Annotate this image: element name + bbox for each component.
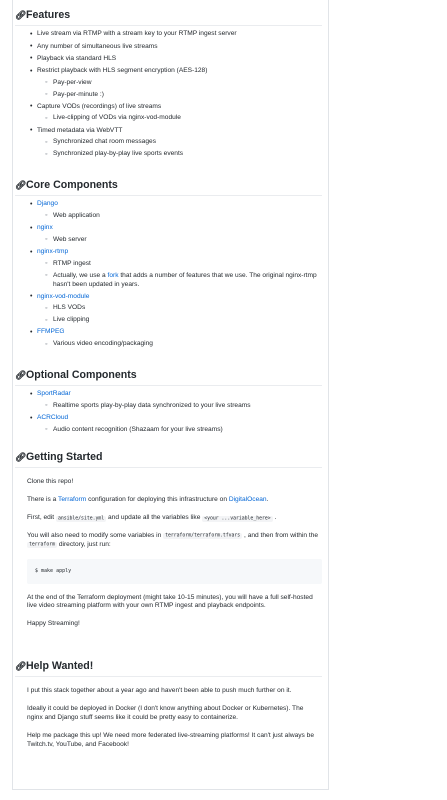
help-wanted-body <box>15 687 322 749</box>
optional-components-heading <box>15 364 322 386</box>
getting-started-section <box>15 446 322 638</box>
sub-list-item: ◦ Audio content recognition (Shazaam for your live streams) <box>53 426 322 435</box>
sub-list <box>37 426 322 435</box>
acrcloud-link[interactable]: ACRCloud <box>37 414 69 422</box>
sub-list-item: ◦ Web server <box>53 236 322 245</box>
link-icon[interactable]: 🔗︎ <box>15 452 27 463</box>
help-wanted-section <box>15 655 322 759</box>
sportradar-link[interactable]: SportRadar <box>37 390 71 398</box>
list-item <box>37 200 322 221</box>
optional-components-section <box>15 364 322 441</box>
getting-started-heading-text: Getting Started <box>26 451 103 463</box>
sub-list-item: ◦ Actually, we use a fork that adds a number of features that we use. The original nginx-rtmp hasn't been updated in years. <box>53 272 322 290</box>
paragraph: Ideally it could be deployed in Docker (I don't know anything about Docker or Kubernetes). The nginx and Django stuff seems like it could be pretty easy to containerize. <box>27 705 304 722</box>
sub-list-item: ◦ Live clipping <box>53 316 322 325</box>
features-section <box>15 4 322 165</box>
core-components-heading <box>15 174 322 196</box>
sub-list <box>37 236 322 245</box>
list-item <box>37 414 322 435</box>
paragraph: At the end of the Terraform deployment (might take 10-15 minutes), you will have a full self-hosted live video streaming platform with your own RTMP ingest and playback endpoints. <box>27 593 313 610</box>
paragraph: Happy Streaming! <box>27 620 80 628</box>
inline-code: terraform <box>29 542 55 548</box>
features-heading <box>15 4 322 26</box>
list-item <box>37 328 322 349</box>
sub-list-item: ◦ HLS VODs <box>53 304 322 313</box>
paragraph: First, edit ansible/site.yml and update all the variables like <your ...variable_here> . <box>27 514 277 522</box>
sub-list <box>37 212 322 221</box>
sub-list-item: ◦ Live-clipping of VODs via nginx-vod-module <box>53 114 322 123</box>
left-border <box>12 0 13 790</box>
nginx-link[interactable]: nginx <box>37 224 53 232</box>
paragraph: Help me package this up! We need more federated live-streaming platforms! It can't just always be Twitch.tv, YouTube, and Facebook! <box>27 731 315 748</box>
list-item: • Live stream via RTMP with a stream key to your RTMP ingest server <box>37 30 322 39</box>
sub-list <box>37 402 322 411</box>
sub-list-item: ◦ Pay-per-minute :) <box>53 91 322 100</box>
link-icon[interactable]: 🔗︎ <box>15 370 27 381</box>
list-item: • Any number of simultaneous live streams <box>37 43 322 52</box>
code-block: $ make apply <box>27 559 322 584</box>
sub-list <box>37 114 322 123</box>
core-components-heading-text: Core Components <box>26 179 118 191</box>
list-item: • Playback via standard HLS <box>37 55 322 64</box>
fork-link[interactable]: fork <box>107 271 119 279</box>
help-wanted-heading-text: Help Wanted! <box>26 660 94 672</box>
sub-list-item: ◦ RTMP ingest <box>53 260 322 269</box>
getting-started-body <box>15 478 322 629</box>
optional-components-heading-text: Optional Components <box>26 369 137 381</box>
optional-components-list <box>15 390 322 435</box>
django-link[interactable]: Django <box>37 200 58 208</box>
sub-list-item: ◦ Pay-per-view <box>53 79 322 88</box>
paragraph: I put this stack together about a year ago and haven't been able to push much further on it. <box>27 687 292 695</box>
sub-list <box>37 260 322 289</box>
link-icon[interactable]: 🔗︎ <box>15 661 27 672</box>
terraform-link[interactable]: Terraform <box>58 496 87 504</box>
inline-code: <your ...variable_here> <box>204 516 271 522</box>
nginx-vod-module-link[interactable]: nginx-vod-module <box>37 292 90 300</box>
link-icon[interactable]: 🔗︎ <box>15 180 27 191</box>
sub-list <box>37 340 322 349</box>
paragraph: You will also need to modify some variables in terraform/terraform.tfvars , and then from within the terraform directory, just run: <box>27 531 319 548</box>
list-item <box>37 224 322 245</box>
nginx-rtmp-link[interactable]: nginx-rtmp <box>37 248 69 256</box>
sub-list-item: ◦ Web application <box>53 212 322 221</box>
link-icon[interactable]: 🔗︎ <box>15 10 27 21</box>
ffmpeg-link[interactable]: FFMPEG <box>37 328 65 336</box>
inline-code: terraform/terraform.tfvars <box>165 533 241 539</box>
sub-list <box>37 304 322 325</box>
list-item <box>37 390 322 411</box>
sub-list-item: ◦ Realtime sports play-by-play data synchronized to your live streams <box>53 402 322 411</box>
list-item: • Capture VODs (recordings) of live streams ◦ Live-clipping of VODs via nginx-vod-module <box>37 103 322 124</box>
list-item: • Timed metadata via WebVTT ◦ Synchronized chat room messages ◦ Synchronized play-by-play live sports events <box>37 127 322 159</box>
core-components-section <box>15 174 322 355</box>
features-list <box>15 30 322 159</box>
list-item: • Restrict playback with HLS segment encryption (AES-128) ◦ Pay-per-view ◦ Pay-per-minute :) <box>37 67 322 99</box>
digitalocean-link[interactable]: DigitalOcean <box>228 496 267 504</box>
sub-list-item: ◦ Synchronized chat room messages <box>53 138 322 147</box>
paragraph: There is a Terraform configuration for deploying this infrastructure on DigitalOcean. <box>27 496 269 504</box>
features-heading-text: Features <box>26 9 71 21</box>
sub-list <box>37 79 322 100</box>
sub-list-item: ◦ Synchronized play-by-play live sports events <box>53 150 322 159</box>
list-item <box>37 293 322 325</box>
inline-code: ansible/site.yml <box>57 516 105 522</box>
sub-list-item: ◦ Various video encoding/packaging <box>53 340 322 349</box>
readme-page <box>12 0 329 790</box>
help-wanted-heading <box>15 655 322 677</box>
sub-list <box>37 138 322 159</box>
getting-started-heading <box>15 446 322 468</box>
core-components-list <box>15 200 322 349</box>
paragraph: Clone this repo! <box>27 478 74 486</box>
list-item <box>37 248 322 289</box>
